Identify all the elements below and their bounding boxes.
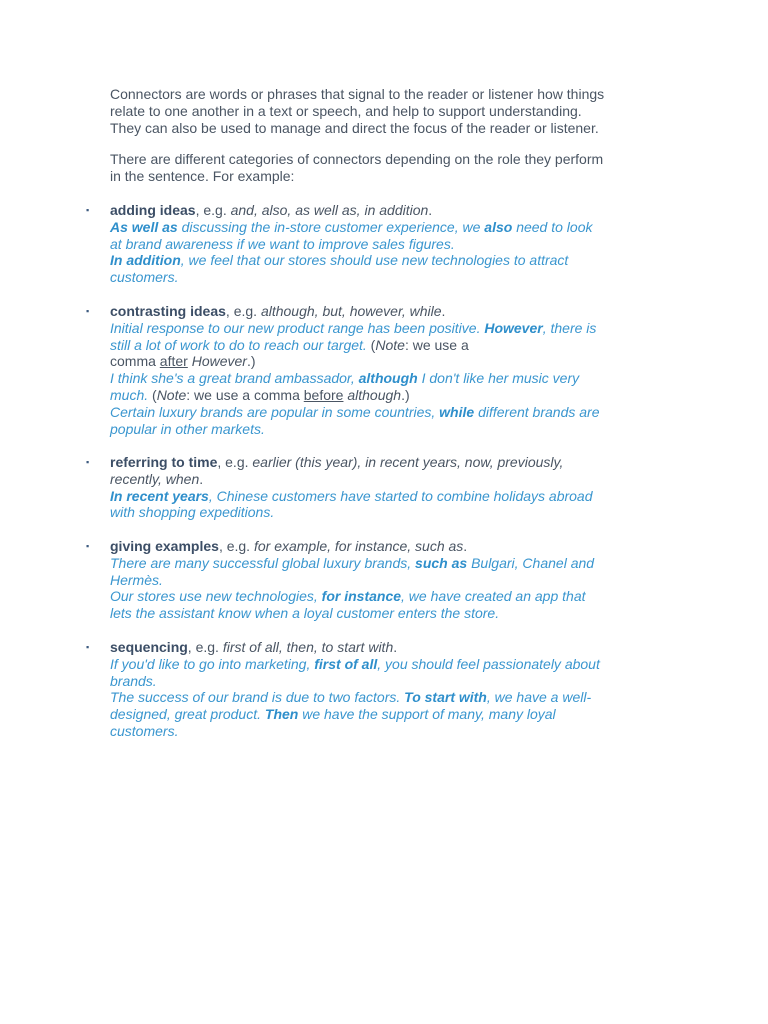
text-line: There are different categories of connectors depending on the role they perform [110, 151, 604, 167]
category-heading: sequencing [110, 639, 188, 655]
intro-paragraph-2 [110, 151, 670, 185]
example-text: brands. [110, 672, 157, 689]
example-text: Certain luxury brands are popular in some countries, [110, 403, 440, 420]
example-line [110, 236, 670, 253]
connector-keyword: Then [264, 706, 299, 723]
category-line [110, 454, 670, 471]
example-text: customers. [110, 269, 179, 286]
connector-keyword: To start with [404, 689, 487, 706]
text-line: in the sentence. For example: [110, 167, 295, 184]
connector-keyword: also [484, 218, 513, 235]
example-line [110, 337, 670, 354]
list-item-contrasting-ideas [86, 303, 670, 437]
example-text: The success of our brand is due to two factors. [110, 689, 405, 706]
example-line [110, 269, 670, 286]
note-text: : we use a [404, 336, 469, 353]
bullet-icon: ▪ [86, 642, 90, 652]
example-line [110, 588, 670, 605]
note-text: : we use a comma [186, 386, 304, 403]
example-text: I think she's a great brand ambassador, [110, 370, 359, 387]
intro-paragraph-1 [110, 86, 670, 136]
example-line [110, 252, 670, 269]
example-line [110, 572, 670, 589]
connector-keyword: As well as [110, 218, 178, 235]
eg-suffix: . [441, 303, 446, 319]
example-text: at brand awareness if we want to improve sales figures. [110, 235, 455, 252]
example-text: There are many successful global luxury brands, [110, 554, 416, 571]
connector-keyword: first of all [314, 655, 378, 672]
note-line [110, 353, 670, 370]
note-underlined: after [159, 353, 188, 370]
example-text: , there is [542, 319, 597, 336]
category-line-cont [110, 471, 670, 488]
eg-examples: first of all, then, to start with [222, 639, 394, 655]
eg-suffix: . [463, 538, 468, 554]
connector-keyword: such as [415, 554, 468, 571]
list-item-giving-examples [86, 538, 670, 622]
example-line [110, 421, 670, 438]
example-line [110, 723, 670, 740]
example-text: designed, great product. [110, 706, 265, 723]
eg-suffix: . [428, 202, 433, 218]
eg-prefix: , e.g. [187, 639, 223, 655]
example-line [110, 320, 670, 337]
bullet-icon: ▪ [86, 541, 90, 551]
example-line [110, 673, 670, 690]
connector-keyword: while [439, 403, 475, 420]
category-heading: giving examples [110, 538, 219, 554]
example-text: need to look [512, 218, 593, 235]
example-text: I don't like her music very [417, 370, 580, 387]
text-line: relate to one another in a text or speech, and help to support understanding. [110, 102, 582, 119]
connector-keyword: although [358, 370, 418, 387]
note-text: comma [110, 353, 160, 370]
list-item-sequencing [86, 639, 670, 740]
note-text: ( [148, 386, 157, 403]
note-text: ( [366, 336, 376, 353]
example-text: we have the support of many, many loyal [298, 706, 556, 723]
example-line [110, 504, 670, 521]
example-text: , Chinese customers have started to combine holidays abroad [208, 487, 593, 504]
connector-keyword: However [484, 319, 543, 336]
category-heading: adding ideas [110, 202, 196, 218]
eg-prefix: , e.g. [218, 538, 254, 554]
example-text: different brands are [474, 403, 600, 420]
example-text: popular in other markets. [110, 420, 265, 437]
example-text: Our stores use new technologies, [110, 588, 322, 605]
eg-prefix: , e.g. [225, 303, 261, 319]
example-line [110, 689, 670, 706]
bullet-icon: ▪ [86, 457, 90, 467]
eg-suffix: . [199, 470, 204, 487]
example-line [110, 404, 670, 421]
example-text: , we feel that our stores should use new technologies to attract [180, 252, 569, 269]
example-text: If you'd like to go into marketing, [110, 655, 315, 672]
eg-examples: for example, for instance, such as [253, 538, 464, 554]
example-text: , you should feel passionately about [377, 655, 600, 672]
text-line: They can also be used to manage and direct the focus of the reader or listener. [110, 119, 599, 136]
category-line [110, 639, 670, 656]
category-heading: referring to time [110, 454, 218, 470]
eg-examples-cont: recently, when [110, 470, 200, 487]
connector-keyword: for instance [321, 588, 402, 605]
example-line [110, 219, 670, 236]
text-line: Connectors are words or phrases that signal to the reader or listener how things [110, 86, 605, 102]
example-line [110, 370, 670, 387]
example-text: , we have a well- [486, 689, 592, 706]
connector-keyword: In addition [110, 252, 181, 269]
bullet-icon: ▪ [86, 205, 90, 215]
note-text: .) [401, 386, 410, 403]
eg-examples: and, also, as well as, in addition [230, 202, 429, 218]
eg-prefix: , e.g. [195, 202, 231, 218]
example-line [110, 656, 670, 673]
connector-keyword: In recent years [110, 487, 209, 504]
list-item-adding-ideas [86, 202, 670, 286]
example-line [110, 387, 670, 404]
note-label: Note [156, 386, 187, 403]
eg-examples: although, but, however, while [260, 303, 442, 319]
category-line [110, 538, 670, 555]
eg-examples: earlier (this year), in recent years, now, previously, [252, 454, 564, 470]
category-heading: contrasting ideas [110, 303, 226, 319]
example-line [110, 488, 670, 505]
example-text: discussing the in-store customer experience, we [177, 218, 485, 235]
example-text: customers. [110, 722, 179, 739]
eg-suffix: . [393, 639, 398, 655]
note-text: .) [246, 353, 256, 370]
example-text: , we have created an app that [401, 588, 586, 605]
note-underlined: before [303, 386, 344, 403]
example-text: Hermès. [110, 571, 163, 588]
note-label: Note [375, 336, 405, 353]
example-text: Bulgari, Chanel and [467, 554, 595, 571]
list-item-referring-to-time [86, 454, 670, 521]
example-line [110, 555, 670, 572]
note-italic: although [347, 386, 402, 403]
example-line [110, 605, 670, 622]
bullet-icon: ▪ [86, 306, 90, 316]
eg-prefix: , e.g. [217, 454, 253, 470]
note-italic: However [191, 353, 247, 370]
category-line [110, 303, 670, 320]
example-text: Initial response to our new product range has been positive. [110, 319, 485, 336]
example-line [110, 706, 670, 723]
example-text: much. [110, 386, 149, 403]
example-text: with shopping expeditions. [110, 504, 275, 521]
example-text: still a lot of work to do to reach our target. [110, 336, 367, 353]
category-line [110, 202, 670, 219]
example-text: lets the assistant know when a loyal customer enters the store. [110, 605, 500, 622]
